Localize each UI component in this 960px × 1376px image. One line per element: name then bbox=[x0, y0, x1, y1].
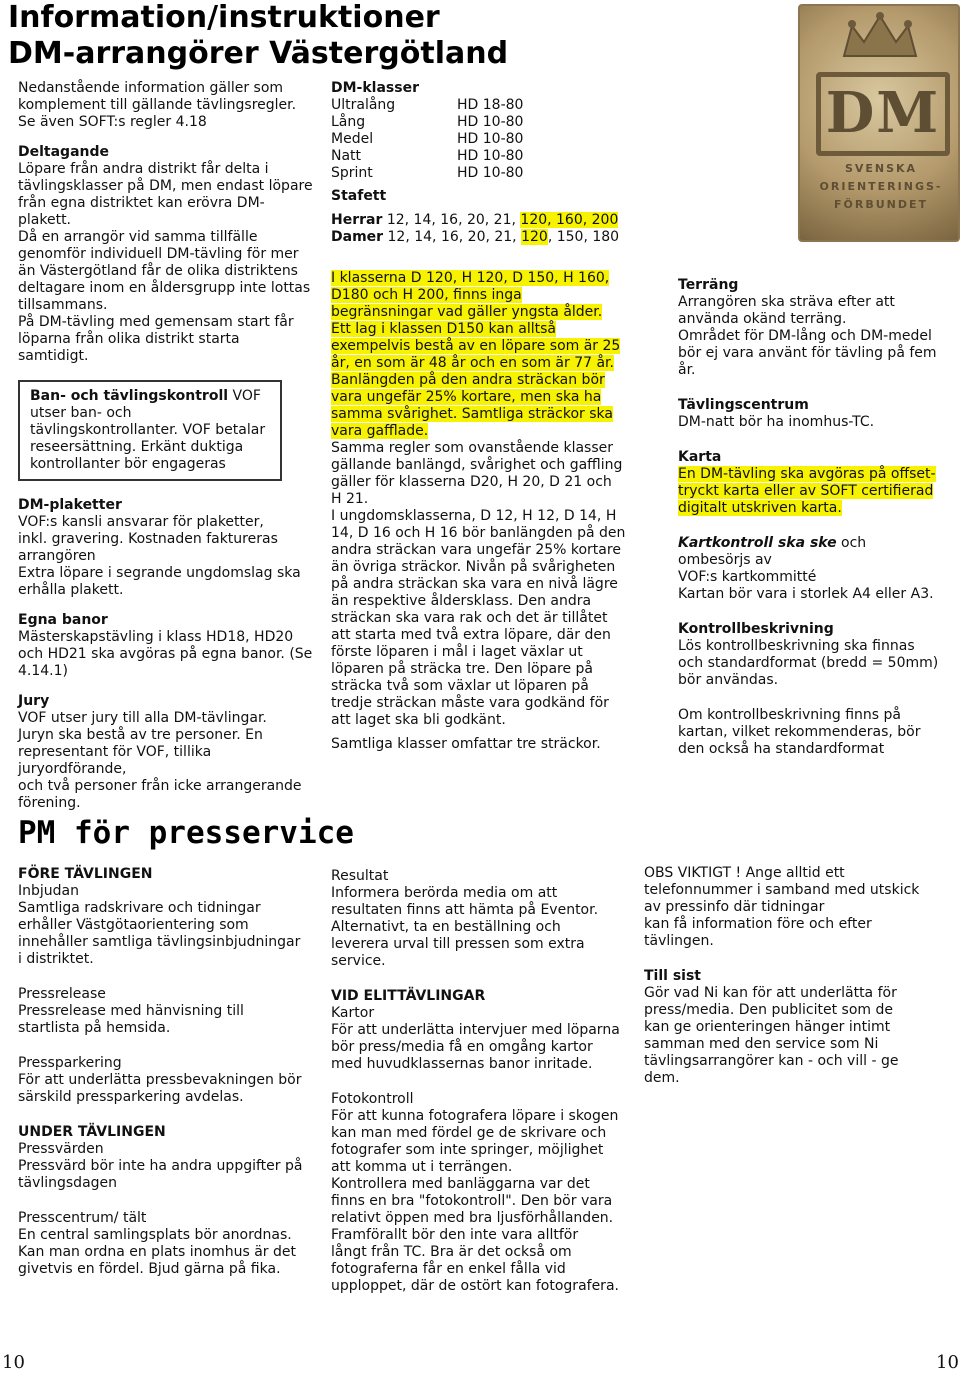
banor-text bbox=[18, 629, 318, 680]
text-line: Presscentrum/ tält bbox=[18, 1210, 147, 1226]
text-line: kontrollanter bör engageras bbox=[30, 456, 226, 472]
klasser-heading: DM-klasser bbox=[331, 80, 419, 96]
dm-plakett-image bbox=[798, 4, 960, 242]
text-line: förste löparen i mål i laget växlar ut bbox=[331, 644, 583, 660]
kartor-text bbox=[331, 1005, 641, 1073]
text-line: Kartan bör vara i storlek A4 eller A3. bbox=[678, 586, 934, 602]
text-line: Mästerskapstävling i klass HD18, HD20 bbox=[18, 629, 294, 645]
relay-rules bbox=[331, 440, 641, 729]
middle-column bbox=[331, 80, 641, 753]
text-line: Samma regler som ovanstående klasser bbox=[331, 440, 614, 456]
herrar-classes: 12, 14, 16, 20, 21, bbox=[382, 212, 521, 228]
text-line: Pressvärd bör inte ha andra uppgifter på bbox=[18, 1158, 303, 1174]
text-line: använda okänd terräng. bbox=[678, 311, 847, 327]
text-line: relativt öppen med bra ljusförhållanden. bbox=[331, 1210, 614, 1226]
text-line: år, en som är 48 år och en som är 77 år. bbox=[331, 355, 614, 371]
text-line: bör ej vara använt för tävling på fem bbox=[678, 345, 937, 361]
deltagande-heading: Deltagande bbox=[18, 144, 110, 160]
text-line: Inbjudan bbox=[18, 883, 79, 899]
text-line: Samtliga radskrivare och tidningar bbox=[18, 900, 261, 916]
text-line: plakett. bbox=[18, 212, 72, 228]
herrar-row bbox=[331, 212, 641, 229]
text-line: sträckan ska vara rak och det är tillåtet bbox=[331, 610, 608, 626]
elit-heading: VID ELITTÄVLINGAR bbox=[331, 988, 486, 1004]
text-line: OBS VIKTIGT ! Ange alltid ett bbox=[644, 865, 845, 881]
damer-row bbox=[331, 229, 641, 246]
till-sist-heading: Till sist bbox=[644, 968, 701, 984]
text-line: Se även SOFT:s regler 4.18 bbox=[18, 114, 207, 130]
till-sist-text bbox=[644, 985, 954, 1087]
text-line: samman med den service som Ni bbox=[644, 1036, 879, 1052]
klass-ages: HD 10-80 bbox=[457, 165, 524, 181]
title-line-1: Information/instruktioner bbox=[8, 0, 440, 35]
text-line: representant för VOF, tillika juryordförande, bbox=[18, 744, 212, 777]
text-line: dem. bbox=[644, 1070, 680, 1086]
text-line: I klasserna D 120, H 120, D 150, H 160, bbox=[331, 270, 610, 286]
text-line: från egna distriktet kan erövra DM- bbox=[18, 195, 265, 211]
klass-ages: HD 10-80 bbox=[457, 148, 524, 164]
text-line: telefonnummer i samband med utskick bbox=[644, 882, 920, 898]
fotokontroll-text bbox=[331, 1091, 641, 1295]
title-line-2: DM-arrangörer Västergötland bbox=[8, 36, 509, 71]
klass-ages: HD 10-80 bbox=[457, 114, 524, 130]
text-line: Då en arrangör vid samma tillfälle bbox=[18, 229, 258, 245]
text-line: att komma ut i terrängen. bbox=[331, 1159, 513, 1175]
text-line: H 21. bbox=[331, 491, 369, 507]
text-line: sträcka två som växlar ut löparen på bbox=[331, 678, 589, 694]
text-line: bör användas. bbox=[678, 672, 779, 688]
medal-text-1: SVENSKA bbox=[844, 162, 918, 175]
text-line: I ungdomsklasserna, D 12, H 12, D 14, H bbox=[331, 508, 617, 524]
text-line: deltagare inom en åldersgrupp inte lottas bbox=[18, 280, 311, 296]
text-line: Pressparkering bbox=[18, 1055, 122, 1071]
text-line: På DM-tävling med gemensam start får bbox=[18, 314, 294, 330]
text-line: Pressrelease bbox=[18, 986, 106, 1002]
text-line: leverera urval till pressen som extra bbox=[331, 936, 585, 952]
text-line: upploppet, där de ostört kan fotografera. bbox=[331, 1278, 619, 1294]
text-line: av pressinfo där tidningar bbox=[644, 899, 825, 915]
text-line: Lös kontrollbeskrivning ska finnas bbox=[678, 638, 915, 654]
text-line: kan få information före och efter bbox=[644, 916, 872, 932]
text-line: resultaten finns att hämta på Eventor. bbox=[331, 902, 599, 918]
under-heading: UNDER TÄVLINGEN bbox=[18, 1124, 166, 1140]
text-line: fotograferna får en enkel fålla vid bbox=[331, 1261, 566, 1277]
damer-classes-rest: , 150, 180 bbox=[547, 229, 620, 245]
text-line: Kan man ordna en plats inomhus är det bbox=[18, 1244, 296, 1260]
klass-ages: HD 10-80 bbox=[457, 131, 524, 147]
text-line: Kartor bbox=[331, 1005, 375, 1021]
deltagande-text bbox=[18, 161, 318, 365]
text-line: kan ge orienteringen hänger intimt bbox=[644, 1019, 891, 1035]
text-line: löparna från olika distrikt starta bbox=[18, 331, 240, 347]
text-line: och standardformat (bredd = 50mm) bbox=[678, 655, 939, 671]
damer-label: Damer bbox=[331, 229, 384, 245]
right-column bbox=[678, 277, 958, 758]
text-line: Fotokontroll bbox=[331, 1091, 414, 1107]
text-line: Området för DM-lång och DM-medel bbox=[678, 328, 932, 344]
text-line: Banlängden på den andra sträckan bör bbox=[331, 372, 605, 388]
text-line: och HD21 ska avgöras på egna banor. (Se bbox=[18, 646, 313, 662]
resultat-text bbox=[331, 868, 641, 970]
text-line: att laget ska bli godkänt. bbox=[331, 712, 506, 728]
text-line: än respektive åldersklass. Den andra bbox=[331, 593, 592, 609]
crown-icon bbox=[838, 12, 922, 62]
klass-name: Medel bbox=[331, 131, 374, 147]
klass-name: Natt bbox=[331, 148, 362, 164]
klasser-table bbox=[331, 97, 641, 182]
tc-text: DM-natt bör ha inomhus-TC. bbox=[678, 414, 875, 430]
klass-row bbox=[331, 131, 641, 148]
text-line: D180 och H 200, finns inga bbox=[331, 287, 522, 303]
text-line: press/media. Den publicitet som de bbox=[644, 1002, 893, 1018]
text-line: erhåller Västgötaorientering som bbox=[18, 917, 249, 933]
text-line: samma svårighet. Samtliga sträckor ska bbox=[331, 406, 613, 422]
text-line: Extra löpare i segrande ungdomslag ska bbox=[18, 565, 301, 581]
closing-text: Samtliga klasser omfattar tre sträckor. bbox=[331, 736, 601, 752]
text-line: tävlingsdagen bbox=[18, 1175, 118, 1191]
text-line: kan man med fördel ge de skrivare och bbox=[331, 1125, 607, 1141]
jury-text bbox=[18, 710, 318, 812]
klass-name: Lång bbox=[331, 114, 366, 130]
kontroll-heading-rest: VOF bbox=[228, 388, 261, 404]
text-line: förening. bbox=[18, 795, 81, 811]
text-line: erhålla plakett. bbox=[18, 582, 124, 598]
text-line: utser ban- och bbox=[30, 405, 132, 421]
karta-heading: Karta bbox=[678, 449, 722, 465]
medal-text-2: ORIENTERINGS- bbox=[819, 180, 943, 193]
klass-name: Ultralång bbox=[331, 97, 396, 113]
text-line: Juryn ska bestå av tre personer. En bbox=[18, 727, 263, 743]
pressrelease-text bbox=[18, 986, 318, 1037]
klass-row bbox=[331, 165, 641, 182]
text-line: VOF:s kansli ansvarar för plaketter, bbox=[18, 514, 264, 530]
text-line: Löpare från andra distrikt får delta i bbox=[18, 161, 269, 177]
text-line: bör press/media få en omgång kartor bbox=[331, 1039, 593, 1055]
text-line: löparen på sträcka tre. Den löpare på bbox=[331, 661, 593, 677]
text-line: tävlingen. bbox=[644, 933, 714, 949]
text-line: tävlingskontrollanter. VOF betalar bbox=[30, 422, 266, 438]
text-line: långt från TC. Bra är det också om bbox=[331, 1244, 572, 1260]
fore-heading: FÖRE TÄVLINGEN bbox=[18, 866, 153, 882]
inbjudan-text bbox=[18, 883, 318, 968]
stafett-heading: Stafett bbox=[331, 188, 387, 204]
text-line: För att underlätta pressbevakningen bör bbox=[18, 1072, 302, 1088]
text-line: startlista på hemsida. bbox=[18, 1020, 171, 1036]
intro-text bbox=[18, 80, 318, 131]
text-line: finns en bra "fotokontroll". Den bör vara bbox=[331, 1193, 613, 1209]
text-line: 14, D 16 och H 16 bör banlängden på den bbox=[331, 525, 626, 541]
terrang-heading: Terräng bbox=[678, 277, 739, 293]
herrar-highlight: 120, 160, 200 bbox=[520, 212, 619, 228]
text-line: service. bbox=[331, 953, 386, 969]
kartkontroll-heading-rest: och bbox=[836, 535, 867, 551]
pm-column-1 bbox=[18, 866, 318, 1278]
klass-name: Sprint bbox=[331, 165, 373, 181]
text-line: med huvudklassernas banor inritade. bbox=[331, 1056, 593, 1072]
text-line: För att underlätta intervjuer med löparna bbox=[331, 1022, 620, 1038]
text-line: En central samlingsplats bör anordnas. bbox=[18, 1227, 292, 1243]
left-column bbox=[18, 80, 318, 812]
text-line: än övriga sträckor. Nivån på svårigheten bbox=[331, 559, 616, 575]
text-line: VOF:s kartkommitté bbox=[678, 569, 817, 585]
text-line: andra sträckan vara ungefär 25% kortare bbox=[331, 542, 621, 558]
text-line: ombesörjs av bbox=[678, 552, 772, 568]
jury-heading: Jury bbox=[18, 693, 50, 709]
text-line: tävlingsklasser på DM, men endast löpare bbox=[18, 178, 313, 194]
tc-heading: Tävlingscentrum bbox=[678, 397, 809, 413]
text-line: vara gafflade. bbox=[331, 423, 429, 439]
terrang-text bbox=[678, 294, 958, 379]
text-line: Framförallt bör den inte vara alltför bbox=[331, 1227, 579, 1243]
pressparkering-text bbox=[18, 1055, 318, 1106]
text-line: kartan, vilket rekommenderas, bör bbox=[678, 724, 921, 740]
page-number-left: 10 bbox=[2, 1352, 25, 1373]
text-line: innehåller samtliga tävlingsinbjudningar bbox=[18, 934, 301, 950]
text-line: fotografer som inte springer, möjlighet bbox=[331, 1142, 604, 1158]
page-number-right: 10 bbox=[936, 1352, 959, 1373]
text-line: Kontrollera med banläggarna var det bbox=[331, 1176, 590, 1192]
text-line: vara ungefär 25% kortare, men ska ha bbox=[331, 389, 602, 405]
text-line: begränsningar vad gäller yngsta ålder. bbox=[331, 304, 603, 320]
obs-text bbox=[644, 865, 954, 950]
text-line: särskild pressparkering avdelas. bbox=[18, 1089, 244, 1105]
text-line: reseersättning. Erkänt duktiga bbox=[30, 439, 244, 455]
text-line: år. bbox=[678, 362, 696, 378]
text-line: Resultat bbox=[331, 868, 389, 884]
damer-classes: 12, 14, 16, 20, 21, bbox=[383, 229, 522, 245]
text-line: Arrangören ska sträva efter att bbox=[678, 294, 895, 310]
pm-heading: PM för presservice bbox=[18, 815, 354, 851]
pm-section bbox=[18, 814, 354, 852]
banor-heading: Egna banor bbox=[18, 612, 108, 628]
page-header bbox=[8, 0, 508, 72]
text-line: För att kunna fotografera löpare i skogen bbox=[331, 1108, 619, 1124]
text-line: inkl. gravering. Kostnaden faktureras bbox=[18, 531, 278, 547]
text-line: gällande banlängd, svårighet och gaffling bbox=[331, 457, 623, 473]
text-line: arrangören bbox=[18, 548, 96, 564]
text-line: givetvis en fördel. Bjud gärna på fika. bbox=[18, 1261, 281, 1277]
plaketter-heading: DM-plaketter bbox=[18, 497, 122, 513]
text-line: Nedanstående information gäller som bbox=[18, 80, 284, 96]
medal-letters: DM bbox=[816, 72, 950, 156]
text-line: att starta med två extra löpare, där den bbox=[331, 627, 611, 643]
text-line: komplement till gällande tävlingsregler. bbox=[18, 97, 297, 113]
herrar-label: Herrar bbox=[331, 212, 383, 228]
text-line: Pressrelease med hänvisning till bbox=[18, 1003, 244, 1019]
text-line: 4.14.1) bbox=[18, 663, 68, 679]
text-line: tillsammans. bbox=[18, 297, 108, 313]
pm-column-2 bbox=[331, 868, 641, 1295]
pressvarden-text bbox=[18, 1141, 318, 1192]
medal-text-3: FÖRBUNDET bbox=[833, 198, 928, 211]
presscentrum-text bbox=[18, 1210, 318, 1278]
kartkontroll-heading: Kartkontroll ska ske bbox=[678, 535, 837, 551]
kontroll-heading: Ban- och tävlingskontroll bbox=[30, 388, 229, 404]
text-line: Om kontrollbeskrivning finns på bbox=[678, 707, 902, 723]
text-line: gäller för klasserna D20, H 20, D 21 och bbox=[331, 474, 612, 490]
kontrollbeskrivning-text-2 bbox=[678, 707, 958, 758]
text-line: Alternativt, ta en beställning och bbox=[331, 919, 561, 935]
text-line: tryckt karta eller av SOFT certifierad bbox=[678, 483, 934, 499]
text-line: Informera berörda media om att bbox=[331, 885, 558, 901]
text-line: tredje sträckan måste vara godkänd för bbox=[331, 695, 609, 711]
text-line: genomför individuell DM-tävling för mer bbox=[18, 246, 299, 262]
kartkontroll-text bbox=[678, 552, 958, 603]
highlighted-rules bbox=[331, 270, 641, 440]
kontroll-text bbox=[30, 405, 270, 473]
pm-column-3 bbox=[644, 865, 954, 1087]
text-line: än Västergötland får de olika distriktens bbox=[18, 263, 298, 279]
klass-row bbox=[331, 148, 641, 165]
text-line: digitalt utskriven karta. bbox=[678, 500, 842, 516]
klass-row bbox=[331, 97, 641, 114]
text-line: samtidigt. bbox=[18, 348, 89, 364]
damer-highlight: 120 bbox=[521, 229, 548, 245]
text-line: den också ha standardformat bbox=[678, 741, 885, 757]
klass-row bbox=[331, 114, 641, 131]
klass-ages: HD 18-80 bbox=[457, 97, 524, 113]
kontrollbeskrivning-heading: Kontrollbeskrivning bbox=[678, 621, 834, 637]
text-line: och två personer från icke arrangerande bbox=[18, 778, 302, 794]
text-line: tävlingsarrangörer kan - och vill - ge bbox=[644, 1053, 899, 1069]
text-line: Gör vad Ni kan för att underlätta för bbox=[644, 985, 897, 1001]
kontrollbeskrivning-text bbox=[678, 638, 958, 689]
text-line: Ett lag i klassen D150 kan alltså bbox=[331, 321, 556, 337]
karta-text bbox=[678, 466, 958, 517]
kontroll-box bbox=[18, 380, 282, 481]
text-line: exempelvis bestå av en löpare som är 25 bbox=[331, 338, 621, 354]
text-line: Pressvärden bbox=[18, 1141, 104, 1157]
plaketter-text bbox=[18, 514, 318, 599]
text-line: i distriktet. bbox=[18, 951, 94, 967]
text-line: En DM-tävling ska avgöras på offset- bbox=[678, 466, 936, 482]
text-line: VOF utser jury till alla DM-tävlingar. bbox=[18, 710, 267, 726]
text-line: på andra sträckan ska vara en nivå lägre bbox=[331, 576, 618, 592]
